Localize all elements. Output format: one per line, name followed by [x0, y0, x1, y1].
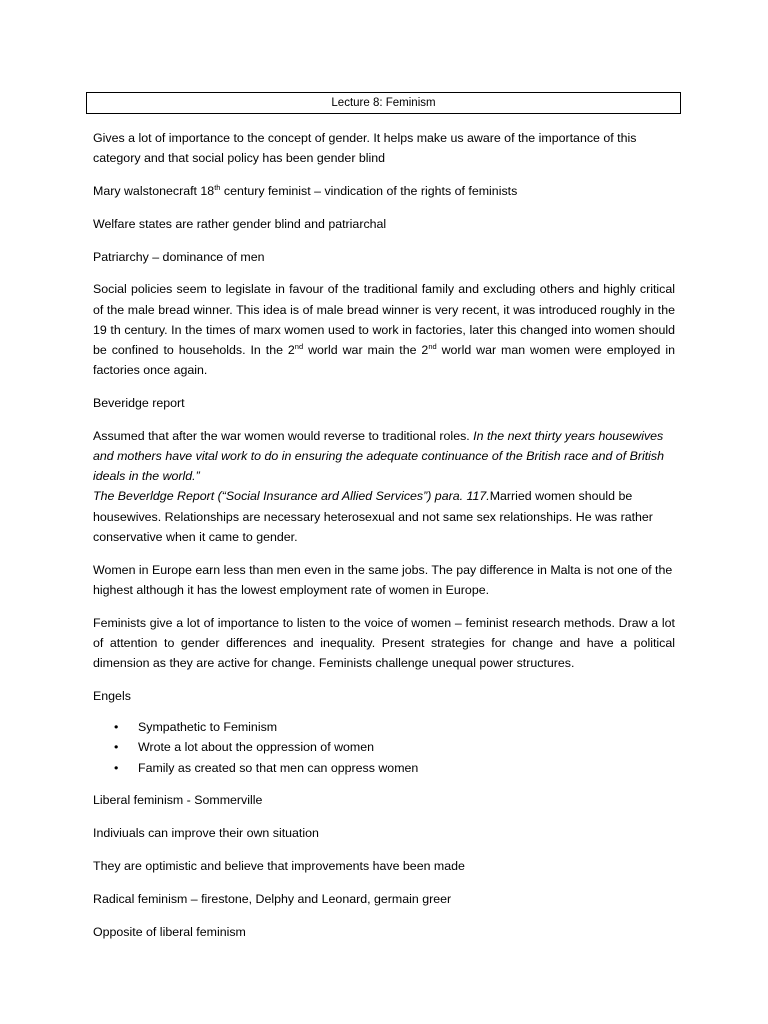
paragraph-pay-gap: Women in Europe earn less than men even in the same jobs. The pay difference in Malta is not one of the highest although it has the lowest employment rate of women in Europe. [93, 562, 673, 597]
wollstonecraft-text-1: Mary walstonecraft 18 [93, 184, 215, 198]
paragraph-feminists-voice: Feminists give a lot of importance to listen to the voice of women – feminist research methods. Draw a lot of attention to gender differences and inequality. Present strategies for change and have a political dimension as they are active for change. Feminists challenge unequal power structures. [93, 615, 675, 671]
beveridge-text-2: Married women should be housewives. Relationships are necessary heterosexual and not same sex relationships. He was rather conservative when it came to gender. [93, 489, 653, 544]
paragraph-opposite-liberal: Opposite of liberal feminism [93, 924, 246, 939]
document-body [93, 128, 675, 954]
paragraph-wollstonecraft [93, 181, 675, 201]
paragraph-beveridge-quote [93, 426, 675, 547]
paragraph-social-policies [93, 279, 675, 380]
list-item [93, 737, 675, 758]
paragraph-individuals: Indiviuals can improve their own situation [93, 826, 319, 841]
bullet-icon: • [114, 740, 119, 755]
ordinal-suffix: th [214, 182, 221, 192]
paragraph-beveridge-heading: Beveridge report [93, 396, 185, 410]
ordinal-suffix: nd [428, 341, 437, 351]
beveridge-text-1: Assumed that after the war women would reverse to traditional roles. [93, 428, 474, 443]
social-policies-text-1: Social policies seem to legislate in favour of the traditional family and excluding others and highly critical of the male bread winner. This idea is of male bread winner is very recent, it was introduced roughly in the 19 th century. In the times of marx women used to work in factories, later this changed into women should be confined to households. In the 2 [93, 282, 675, 357]
bullet-icon: • [114, 719, 119, 734]
paragraph-patriarchy: Patriarchy – dominance of men [93, 249, 265, 264]
social-policies-text-3: world war man women were employed in factories once again. [93, 343, 676, 378]
beveridge-quote-text: In the next thirty years housewives and mothers have vital work to do in ensuring the adequate continuance of the British race and of British ideals in the world.” [93, 428, 664, 484]
paragraph-engels: Engels [93, 688, 131, 703]
paragraph-optimistic: They are optimistic and believe that improvements have been made [93, 858, 465, 873]
list-item [93, 717, 675, 738]
ordinal-suffix: nd [294, 341, 304, 351]
paragraph-liberal-feminism: Liberal feminism - Sommerville [93, 793, 263, 808]
list-item [93, 758, 675, 779]
paragraph-radical-feminism: Radical feminism – firestone, Delphy and Leonard, germain greer [93, 891, 452, 906]
beveridge-citation: The Beverldge Report (“Social Insurance ard Allied Services”) para. 117. [93, 489, 490, 504]
lecture-title: Lecture 8: Feminism [86, 92, 681, 114]
paragraph-welfare-states: Welfare states are rather gender blind and patriarchal [93, 216, 387, 231]
list-item-text: Family as created so that men can oppress women [138, 760, 419, 775]
social-policies-text-2: world war main the 2 [303, 343, 429, 357]
paragraph-gender-importance: Gives a lot of importance to the concept of gender. It helps make us aware of the importance of this category and that social policy has been gender blind [93, 131, 637, 166]
bullet-icon: • [114, 760, 119, 775]
list-item-text: Wrote a lot about the oppression of women [138, 740, 375, 755]
wollstonecraft-text-2: century feminist – vindication of the rights of feminists [220, 184, 518, 198]
list-item-text: Sympathetic to Feminism [138, 719, 278, 734]
engels-bullet-list [93, 717, 675, 779]
